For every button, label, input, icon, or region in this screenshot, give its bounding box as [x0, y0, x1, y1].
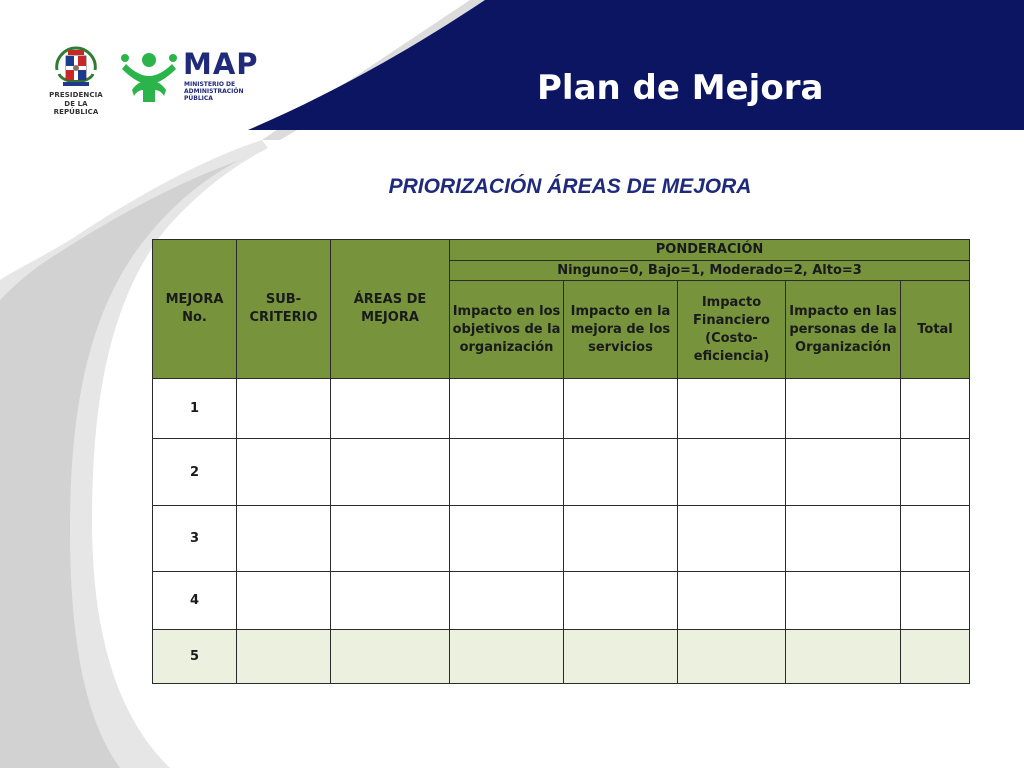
- cell-area[interactable]: [331, 379, 450, 439]
- header-impacto-servicios: Impacto en la mejora de los servicios: [564, 281, 678, 379]
- header-mejora-no: MEJORA No.: [153, 240, 237, 379]
- presidencia-line1: PRESIDENCIA: [49, 91, 103, 99]
- cell-impacto-servicios[interactable]: [564, 379, 678, 439]
- table-row: [153, 439, 970, 506]
- cell-area[interactable]: [331, 630, 450, 684]
- cell-impacto-personas[interactable]: [786, 572, 901, 630]
- cell-impacto-objetivos[interactable]: [450, 439, 564, 506]
- cell-total[interactable]: [901, 439, 970, 506]
- cell-impacto-financiero[interactable]: [678, 506, 786, 572]
- header-impacto-personas: Impacto en las personas de la Organización: [786, 281, 901, 379]
- cell-subcriterio[interactable]: [237, 506, 331, 572]
- header-ponderacion: PONDERACIÓN: [450, 240, 970, 261]
- header-areas-de-mejora: ÁREAS DE MEJORA: [331, 240, 450, 379]
- map-people-icon: [120, 50, 178, 104]
- presidencia-line2: DE LA REPÚBLICA: [53, 100, 99, 116]
- cell-impacto-servicios[interactable]: [564, 439, 678, 506]
- cell-impacto-personas[interactable]: [786, 379, 901, 439]
- row-number: 2: [153, 439, 237, 506]
- row-number: 1: [153, 379, 237, 439]
- cell-impacto-financiero[interactable]: [678, 630, 786, 684]
- cell-subcriterio[interactable]: [237, 630, 331, 684]
- cell-impacto-objetivos[interactable]: [450, 630, 564, 684]
- cell-subcriterio[interactable]: [237, 572, 331, 630]
- map-line3: PÚBLICA: [184, 95, 213, 102]
- table-row: [153, 630, 970, 684]
- table-row: [153, 506, 970, 572]
- cell-impacto-financiero[interactable]: [678, 439, 786, 506]
- cell-impacto-financiero[interactable]: [678, 379, 786, 439]
- cell-impacto-servicios[interactable]: [564, 630, 678, 684]
- cell-area[interactable]: [331, 572, 450, 630]
- row-number: 3: [153, 506, 237, 572]
- header-subcriterio: SUB-CRITERIO: [237, 240, 331, 379]
- map-line2: ADMINISTRACIÓN: [184, 88, 244, 95]
- page-title: Plan de Mejora: [537, 68, 824, 108]
- map-logo: [120, 48, 280, 106]
- cell-impacto-financiero[interactable]: [678, 572, 786, 630]
- map-line1: MINISTERIO DE: [184, 81, 236, 88]
- cell-impacto-personas[interactable]: [786, 506, 901, 572]
- row-number: 5: [153, 630, 237, 684]
- cell-impacto-objetivos[interactable]: [450, 572, 564, 630]
- table-row: [153, 379, 970, 439]
- cell-impacto-personas[interactable]: [786, 630, 901, 684]
- header-total: Total: [901, 281, 970, 379]
- presidencia-logo: [42, 44, 110, 116]
- cell-impacto-objetivos[interactable]: [450, 506, 564, 572]
- table-row: [153, 572, 970, 630]
- header-impacto-financiero: Impacto Financiero (Costo-eficiencia): [678, 281, 786, 379]
- coat-of-arms-icon: [53, 44, 99, 90]
- cell-subcriterio[interactable]: [237, 379, 331, 439]
- cell-subcriterio[interactable]: [237, 439, 331, 506]
- header-impacto-objetivos: Impacto en los objetivos de la organización: [450, 281, 564, 379]
- cell-impacto-servicios[interactable]: [564, 506, 678, 572]
- header-scale: Ninguno=0, Bajo=1, Moderado=2, Alto=3: [450, 261, 970, 281]
- cell-total[interactable]: [901, 379, 970, 439]
- cell-total[interactable]: [901, 506, 970, 572]
- cell-impacto-personas[interactable]: [786, 439, 901, 506]
- row-number: 4: [153, 572, 237, 630]
- cell-total[interactable]: [901, 572, 970, 630]
- cell-total[interactable]: [901, 630, 970, 684]
- cell-area[interactable]: [331, 506, 450, 572]
- section-subtitle: PRIORIZACIÓN ÁREAS DE MEJORA: [388, 175, 752, 198]
- cell-impacto-objetivos[interactable]: [450, 379, 564, 439]
- cell-area[interactable]: [331, 439, 450, 506]
- priorization-table: [152, 239, 970, 684]
- map-wordmark: MAP: [183, 47, 259, 81]
- cell-impacto-servicios[interactable]: [564, 572, 678, 630]
